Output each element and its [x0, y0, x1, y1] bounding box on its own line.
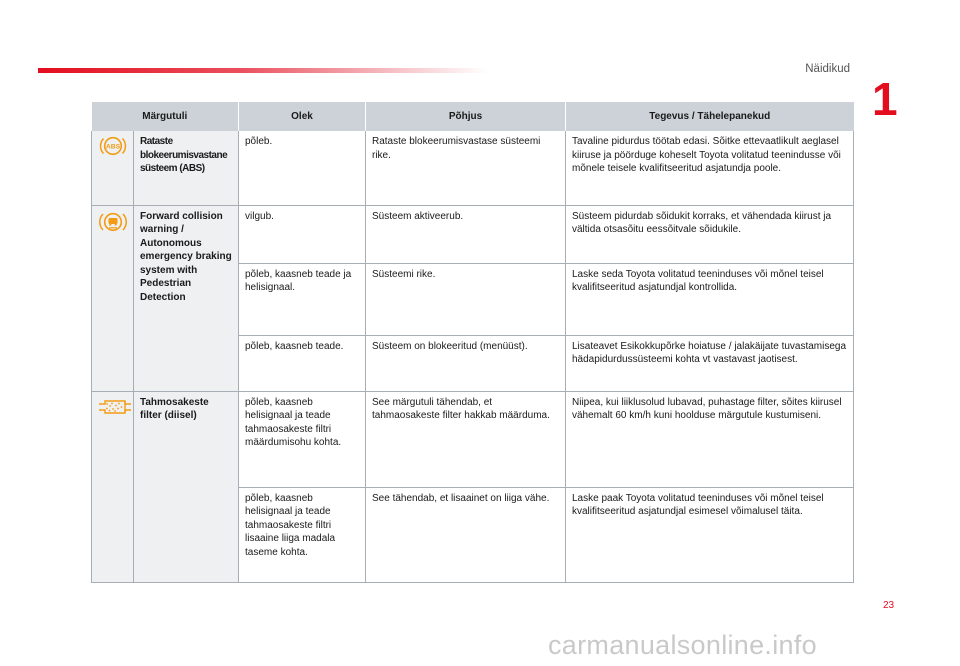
table-row [92, 131, 854, 205]
particle-filter-icon [98, 396, 132, 423]
cell-pohjus: Süsteem on blokeeritud (menüüst). [366, 335, 566, 391]
cell-pohjus: See märgutuli tähendab, et tahmaosakeste filter hakkab määrduma. [366, 391, 566, 487]
cell-pohjus: See tähendab, et lisaainet on liiga vähe. [366, 487, 566, 582]
collision-warning-icon [98, 210, 128, 239]
cell-olek: vilgub. [239, 205, 366, 263]
cell-pohjus: Süsteem aktiveerub. [366, 205, 566, 263]
cell-tegevus: Lisateavet Esikokkupõrke hoiatuse / jalakäijate tuvastamisega hädapidurdussüsteemi kohta vt vastavast jaotisest. [566, 335, 854, 391]
cell-tegevus: Niipea, kui liiklusolud lubavad, puhastage filter, sõites kiirusel vähemalt 60 km/h kuni hoolduse märgutule kustumiseni. [566, 391, 854, 487]
column-header-pohjus: Põhjus [366, 102, 566, 131]
warning-name-abs: Rataste blokeerumisvastane süsteem (ABS) [134, 131, 239, 205]
icon-cell [92, 391, 134, 582]
page-number: 23 [883, 600, 895, 611]
abs-warning-icon [98, 135, 128, 162]
cell-tegevus: Süsteem pidurdab sõidukit korraks, et vähendada kiirust ja vältida otsasõitu eessõitvale sõidukile. [566, 205, 854, 263]
cell-olek: põleb, kaasneb teade ja helisignaal. [239, 263, 366, 335]
section-title: Näidikud [805, 63, 850, 75]
svg-text:ABS: ABS [105, 143, 121, 151]
table-row [92, 391, 854, 487]
column-header-margutuli: Märgutuli [92, 102, 239, 131]
cell-pohjus: Süsteemi rike. [366, 263, 566, 335]
table-header-row [92, 102, 854, 131]
table-row [92, 205, 854, 263]
warning-name-particle-filter: Tahmosakeste filter (diisel) [134, 391, 239, 582]
header-accent-bar [38, 68, 488, 73]
warning-lights-table [91, 102, 854, 583]
cell-tegevus: Laske seda Toyota volitatud teeninduses või mõnel teisel kvalifitseeritud asjatundjal kontrollida. [566, 263, 854, 335]
cell-olek: põleb. [239, 131, 366, 205]
icon-cell [92, 131, 134, 205]
watermark: carmanualsonline.info [548, 630, 817, 660]
cell-olek: põleb, kaasneb helisignaal ja teade tahmaosakeste filtri lisaaine liiga madala taseme kohta. [239, 487, 366, 582]
icon-cell [92, 205, 134, 391]
column-header-tegevus: Tegevus / Tähelepanekud [566, 102, 854, 131]
section-number: 1 [872, 73, 898, 125]
cell-olek: põleb, kaasneb helisignaal ja teade tahmaosakeste filtri määrdumisohu kohta. [239, 391, 366, 487]
cell-pohjus: Rataste blokeerumisvastase süsteemi rike. [366, 131, 566, 205]
warning-name-collision: Forward collision warning / Autonomous emergency braking system with Pedestrian Detection [134, 205, 239, 391]
column-header-olek: Olek [239, 102, 366, 131]
cell-tegevus: Laske paak Toyota volitatud teeninduses või mõnel teisel kvalifitseeritud asjatundjal esimesel võimalusel täita. [566, 487, 854, 582]
cell-tegevus: Tavaline pidurdus töötab edasi. Sõitke ettevaatlikult aeglasel kiiruse ja pöörduge koheselt Toyota volitatud teenindusse või mõnele teisele kvalifitseeritud asjatundja poole. [566, 131, 854, 205]
cell-olek: põleb, kaasneb teade. [239, 335, 366, 391]
